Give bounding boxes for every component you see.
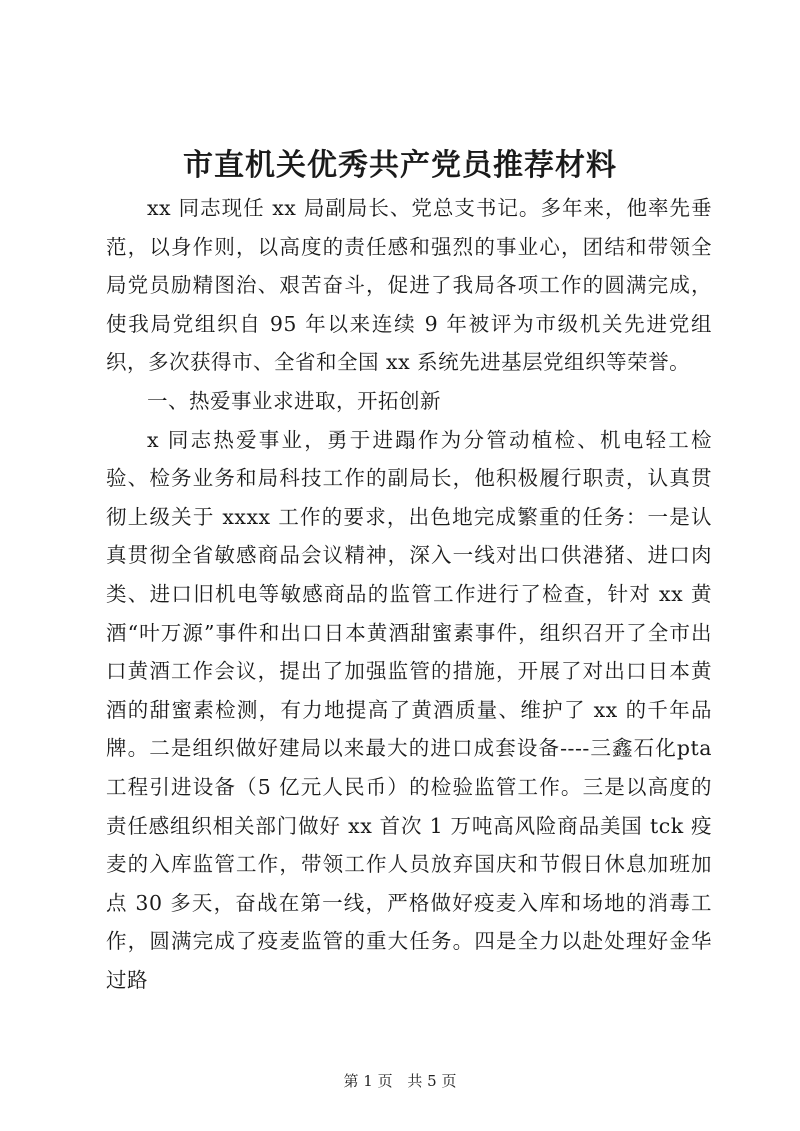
page-footer: [0, 1070, 800, 1091]
document-title: 市直机关优秀共产党员推荐材料: [183, 148, 617, 183]
intro-paragraph: xx 同志现任 xx 局副局长、党总支书记。多年来，他率先垂范，以身作则，以高度的责任感和强烈的事业心，团结和带领全局党员励精图治、艰苦奋斗，促进了我局各项工作的圆满完成，使我局党组织自 95 年以来连续 9 年被评为市级机关先进党组织，多次获得市、全省和全国 xx 系统先进基层党组织等荣誉。: [106, 196, 712, 375]
page-number: 第 1 页: [343, 1072, 393, 1090]
document-body: [106, 189, 712, 999]
section-heading: 一、热爱事业求进取，开拓创新: [147, 388, 441, 413]
section-paragraph: x 同志热爱事业，勇于进蹋作为分管动植检、机电轻工检验、检务业务和局科技工作的副局长，他积极履行职责，认真贯彻上级关于 xxxx 工作的要求，出色地完成繁重的任务：一是认真贯彻全省敏感商品会议精神，深入一线对出口供港猪、进口肉类、进口旧机电等敏感商品的监管工作进行了检查，针对 xx 黄酒“叶万源”事件和出口日本黄酒甜蜜素事件，组织召开了全市出口黄酒工作会议，提出了加强监管的措施，开展了对出口日本黄酒的甜蜜素检测，有力地提高了黄酒质量、维护了 xx 的千年品牌。二是组织做好建局以来最大的进口成套设备----三鑫石化pta工程引进设备（5 亿元人民币）的检验监管工作。三是以高度的责任感组织相关部门做好 xx 首次 1 万吨高风险商品美国 tck 疫麦的入库监管工作，带领工作人员放弃国庆和节假日休息加班加点 30 多天，奋战在第一线，严格做好疫麦入库和场地的消毒工作，圆满完成了疫麦监管的重大任务。四是全力以赴处理好金华过路: [106, 427, 712, 992]
page-total: 共 5 页: [407, 1072, 457, 1090]
